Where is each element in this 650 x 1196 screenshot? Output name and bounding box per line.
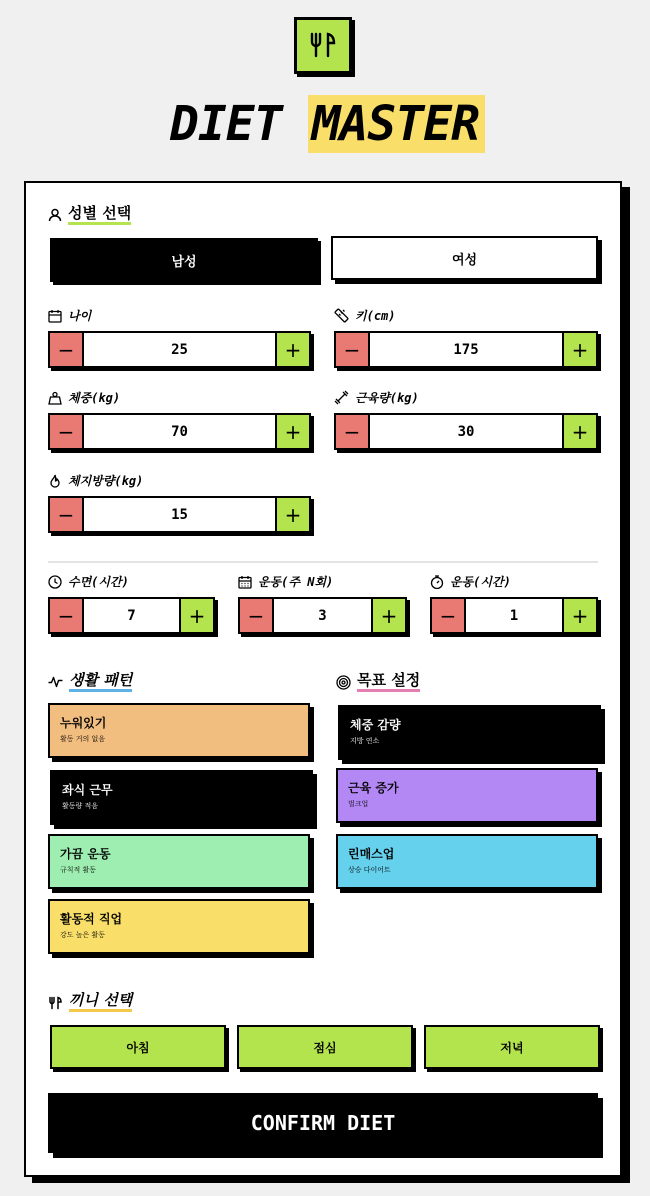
age-decrement-button[interactable]: − [50, 333, 84, 366]
exercise-frequency-increment-button[interactable]: + [371, 599, 405, 632]
weight-value[interactable]: 70 [171, 423, 188, 440]
muscle-label: 근육량(kg) [334, 389, 419, 406]
exercise-frequency-value[interactable]: 3 [318, 607, 327, 624]
calendar-grid-icon [238, 575, 252, 589]
flame-icon [48, 474, 62, 488]
body-fat-label: 체지방량(kg) [48, 472, 143, 489]
age-stepper [48, 331, 311, 368]
body-fat-value[interactable]: 15 [171, 506, 188, 523]
age-label: 나이 [48, 307, 91, 324]
lifestyle-option-sedentary[interactable]: 좌식 근무 활동량 적음 [50, 770, 313, 825]
weight-decrement-button[interactable]: − [50, 415, 84, 448]
muscle-value[interactable]: 30 [457, 423, 475, 440]
lifestyle-section-title: 생활 패턴 [48, 672, 132, 692]
muscle-stepper [334, 413, 598, 450]
meal-dinner-button[interactable]: 저녁 [424, 1025, 600, 1069]
exercise-hours-value[interactable]: 1 [509, 607, 519, 624]
sleep-label: 수면(시간) [48, 573, 129, 590]
title-part-2: MASTER [308, 95, 485, 153]
weight-stepper [48, 413, 311, 450]
sleep-value[interactable]: 7 [127, 607, 136, 624]
height-label: 키(cm) [334, 307, 396, 324]
exercise-frequency-stepper [238, 597, 407, 634]
height-increment-button[interactable]: + [562, 333, 596, 366]
lifestyle-option-active-job[interactable]: 활동적 직업 강도 높은 활동 [48, 899, 310, 954]
divider [48, 561, 598, 563]
sleep-stepper [48, 597, 215, 634]
age-increment-button[interactable]: + [275, 333, 309, 366]
weight-increment-button[interactable]: + [275, 415, 309, 448]
title-part-1: DIET [170, 96, 282, 152]
goal-option-lean-mass-up[interactable]: 린매스업 상승 다이어트 [336, 834, 598, 889]
muscle-decrement-button[interactable]: − [336, 415, 370, 448]
clock-icon [48, 575, 62, 589]
exercise-frequency-label: 운동(주 N회) [238, 573, 333, 590]
body-fat-decrement-button[interactable]: − [50, 498, 84, 531]
muscle-increment-button[interactable]: + [562, 415, 596, 448]
exercise-hours-label: 운동(시간) [430, 573, 511, 590]
stopwatch-icon [430, 575, 444, 589]
lifestyle-option-lying[interactable]: 누워있기 활동 거의 없음 [48, 703, 310, 758]
goal-option-weight-loss[interactable]: 체중 감량 지방 연소 [338, 705, 601, 760]
ruler-icon [334, 308, 349, 323]
utensils-icon [48, 995, 63, 1010]
dumbbell-icon [334, 390, 349, 405]
goal-option-muscle-gain[interactable]: 근육 증가 벌크업 [336, 768, 598, 823]
utensils-icon [308, 29, 338, 63]
exercise-frequency-decrement-button[interactable]: − [240, 599, 274, 632]
gender-male-button[interactable]: 남성 [50, 238, 318, 282]
body-fat-increment-button[interactable]: + [275, 498, 309, 531]
weight-icon [48, 391, 62, 405]
calendar-icon [48, 309, 62, 323]
gender-female-button[interactable]: 여성 [331, 236, 598, 280]
height-stepper [334, 331, 598, 368]
page-title [170, 93, 485, 155]
weight-label: 체중(kg) [48, 389, 120, 406]
logo [294, 17, 352, 74]
lifestyle-option-occasional-exercise[interactable]: 가끔 운동 규칙적 활동 [48, 834, 310, 889]
user-icon [48, 208, 62, 222]
meal-lunch-button[interactable]: 점심 [237, 1025, 413, 1069]
confirm-diet-button[interactable]: CONFIRM DIET [48, 1093, 598, 1153]
goal-section-title: 목표 설정 [336, 672, 420, 692]
exercise-hours-increment-button[interactable]: + [562, 599, 596, 632]
activity-icon [48, 675, 63, 689]
exercise-hours-decrement-button[interactable]: − [432, 599, 466, 632]
meal-breakfast-button[interactable]: 아침 [50, 1025, 226, 1069]
exercise-hours-stepper [430, 597, 598, 634]
meals-section-title: 끼니 선택 [48, 992, 132, 1012]
body-fat-stepper [48, 496, 311, 533]
sleep-increment-button[interactable]: + [179, 599, 213, 632]
gender-section-title: 성별 선택 [48, 205, 131, 225]
height-decrement-button[interactable]: − [336, 333, 370, 366]
age-value[interactable]: 25 [171, 341, 188, 358]
height-value[interactable]: 175 [453, 341, 479, 358]
sleep-decrement-button[interactable]: − [50, 599, 84, 632]
target-icon [336, 675, 351, 690]
